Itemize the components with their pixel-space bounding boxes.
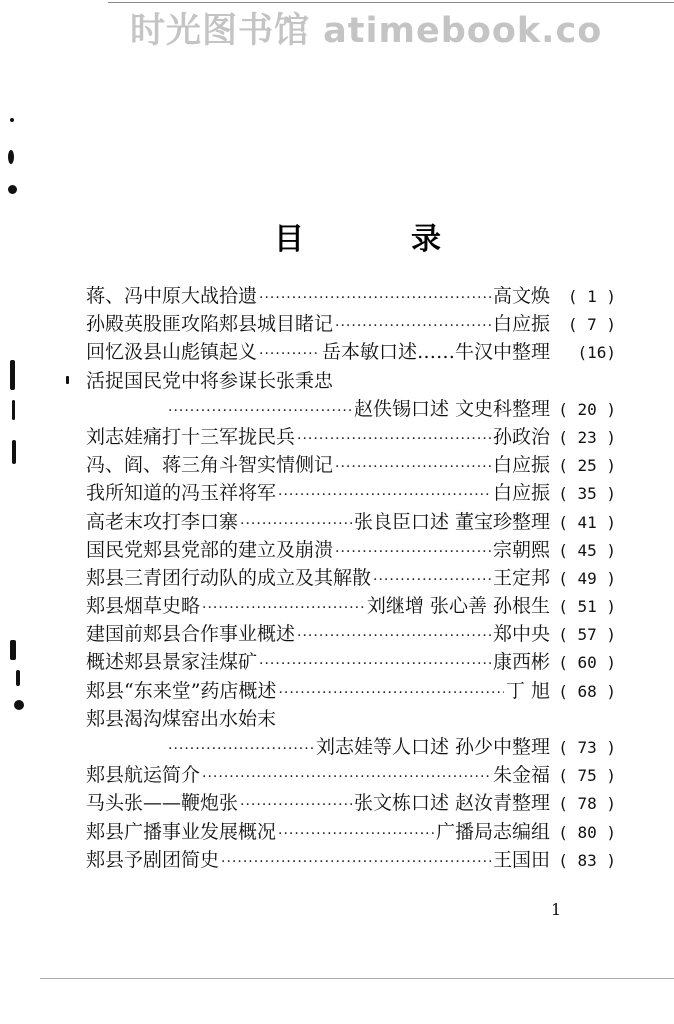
top-rule [108,2,674,3]
table-of-contents [86,282,616,874]
toc-entry-author: 刘继增 张心善 孙根生 [366,595,550,618]
toc-entry-page: ( 23 ) [558,427,616,447]
toc-entry-author: 丁 旭 [505,679,550,702]
toc-entry-page: ( 73 ) [558,738,616,757]
toc-entry-page: ( 1 ) [567,287,616,306]
page-title-char-1: 目 [274,222,304,257]
toc-entry-page: ( 83 ) [558,850,616,870]
toc-entry [86,451,616,479]
toc-entry-title: 我所知道的冯玉祥将军 [86,482,277,505]
toc-entry-author: 张文栋口述 赵汝青整理 [353,792,550,815]
scan-speck [8,150,14,164]
toc-entry [86,818,616,846]
toc-entry-page: ( 25 ) [558,456,616,476]
scan-speck [8,185,17,194]
toc-entry-title: 蒋、冯中原大战拾遗 [86,285,258,307]
dot-leader [335,451,491,479]
toc-entry [86,648,616,676]
toc-entry-author: 王定邦 [492,566,550,589]
toc-entry [86,564,616,592]
toc-entry-title: 郏县广播事业发展概况 [86,820,277,843]
toc-entry-author: 张良臣口述 董宝珍整理 [353,510,550,533]
toc-entry-author: 白应振 [492,313,550,336]
dot-leader [221,846,491,874]
toc-entry [86,536,616,564]
toc-entry-author: 孙政治 [492,425,550,448]
dot-leader [335,536,491,564]
toc-entry-title: 冯、阎、蒋三角斗智实情侧记 [86,454,334,477]
toc-entry-author: 白应振 [492,454,550,477]
bottom-rule [40,978,674,979]
dot-leader [259,338,320,366]
dot-leader [240,508,352,536]
toc-entry [86,620,616,648]
toc-entry-page: ( 57 ) [558,625,616,645]
scan-speck [12,400,15,420]
toc-entry-author: 高文焕 [492,285,550,307]
toc-entry [86,761,616,789]
toc-entry [86,846,616,874]
dot-leader [259,282,491,310]
dot-leader [297,423,491,451]
scan-speck [14,700,24,710]
toc-entry [86,733,616,761]
toc-entry-title: 郏县航运简介 [86,764,201,787]
toc-entry-title: 孙殿英股匪攻陷郏县城目睹记 [86,313,334,336]
toc-entry [86,705,616,733]
toc-entry-title: 郏县三青团行动队的成立及其解散 [86,566,372,589]
dot-leader [278,677,504,705]
toc-entry-title: 郏县烟草史略 [86,595,201,618]
dot-leader [335,310,491,338]
toc-entry-title: 马头张——鞭炮张 [86,792,239,815]
toc-entry [86,367,616,395]
toc-entry-title: 郏县予剧团简史 [86,848,220,871]
toc-entry-author: 王国田 [492,848,550,871]
dot-leader [202,761,491,789]
dot-leader [168,733,314,761]
toc-entry-author: 朱金福 [492,764,550,787]
toc-entry-title: 郏县渴沟煤窑出水始末 [86,707,277,730]
toc-entry-page: ( 75 ) [558,766,616,786]
toc-entry-page: ( 51 ) [558,597,616,617]
dot-leader [278,818,434,846]
toc-entry-title: 高老末攻打李口寨 [86,510,239,533]
dot-leader [373,564,491,592]
toc-entry-page: ( 60 ) [558,653,616,673]
toc-entry-title: 建国前郏县合作事业概述 [86,623,296,646]
dot-leader [168,395,352,423]
toc-entry [86,423,616,451]
toc-entry [86,592,616,620]
toc-entry-title: 概述郏县景家洼煤矿 [86,651,258,674]
toc-entry [86,789,616,817]
toc-entry-page: (16) [577,343,616,363]
toc-entry-page: ( 78 ) [558,794,616,814]
scan-speck [10,640,16,660]
toc-entry-author: 郑中央 [492,623,550,646]
toc-entry-title: 回忆汲县山彪镇起义 [86,341,258,364]
dot-leader [297,620,491,648]
dot-leader [202,592,365,620]
toc-entry [86,677,616,705]
scan-speck [10,118,14,122]
toc-entry [86,508,616,536]
toc-entry [86,395,616,423]
toc-entry-page: ( 41 ) [558,512,616,532]
scan-speck [12,440,16,464]
toc-entry-author: 刘志娃等人口述 孙少中整理 [315,736,550,758]
toc-entry [86,338,616,366]
dot-leader [240,789,352,817]
toc-entry [86,310,616,338]
toc-entry-author: 康西彬 [492,651,550,674]
toc-entry-title: 刘志娃痛打十三军拢民兵 [86,425,296,448]
toc-entry-page: ( 68 ) [558,681,616,701]
toc-entry-author: 岳本敏口述……牛汉中整理 [321,341,550,364]
toc-entry-author: 白应振 [492,482,550,505]
toc-entry-author: 宗朝熙 [492,538,550,561]
toc-entry [86,479,616,507]
scan-speck [66,376,69,384]
toc-entry [86,282,616,310]
dot-leader [278,479,491,507]
toc-entry-page: ( 49 ) [558,568,616,588]
scan-speck [16,670,20,686]
page-number: 1 [551,900,562,919]
toc-entry-page: ( 7 ) [567,315,616,335]
dot-leader [259,648,491,676]
toc-entry-title: 国民党郏县党部的建立及崩溃 [86,538,334,561]
toc-entry-title: 活捉国民党中将参谋长张秉忠 [86,369,334,392]
page-title-char-2: 录 [411,222,441,257]
watermark-text: 时光图书馆 atimebook.co [130,11,603,51]
toc-entry-title: 郏县“东来堂”药店概述 [86,679,277,702]
toc-entry-page: ( 80 ) [558,822,616,842]
toc-entry-author: 赵佚锡口述 文史科整理 [353,397,550,420]
toc-entry-page: ( 20 ) [558,399,616,419]
toc-entry-page: ( 35 ) [558,484,616,504]
toc-entry-page: ( 45 ) [558,540,616,560]
toc-entry-author: 广播局志编组 [435,820,550,843]
scan-speck [10,360,15,390]
